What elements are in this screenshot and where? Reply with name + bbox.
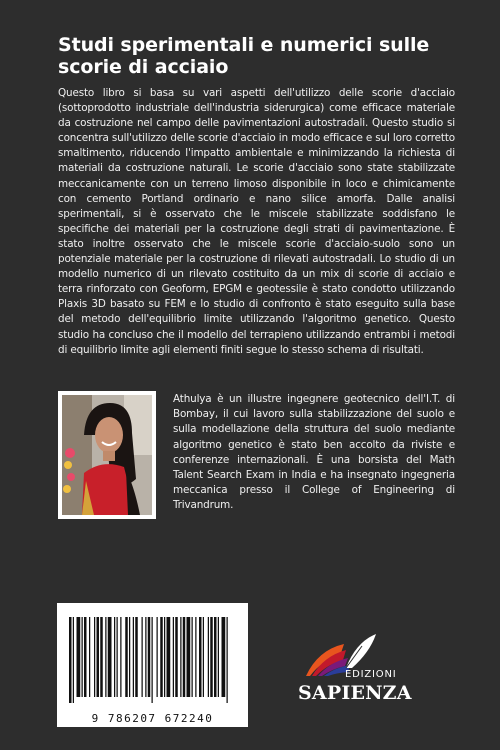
barcode-bar (77, 617, 81, 697)
barcode-bar (133, 617, 134, 697)
barcode-bar (97, 617, 100, 697)
barcode-bar (187, 617, 191, 697)
author-photo (58, 391, 156, 519)
isbn-barcode (57, 603, 248, 727)
book-title: Studi sperimentali e numerici sulle scorie di acciaio (58, 34, 430, 78)
barcode-bar (203, 617, 204, 697)
barcode-bar (199, 617, 202, 697)
barcode-bar (94, 617, 95, 697)
barcode-bar (117, 617, 118, 697)
barcode-bar (222, 617, 226, 697)
barcode-bar (135, 617, 138, 697)
barcode-bar (180, 617, 181, 697)
barcode-bar (125, 617, 128, 697)
barcode-bar (218, 617, 219, 697)
publisher-line2: SAPIENZA (298, 682, 412, 704)
barcode-bar (120, 617, 121, 697)
barcode-bars (57, 603, 248, 711)
barcode-bar (227, 617, 228, 703)
barcode-bar (100, 617, 103, 697)
barcode-bar (152, 617, 153, 703)
barcode-bar (208, 617, 209, 697)
barcode-bar (183, 617, 186, 697)
isbn-digits: 9 786207 672240 (91, 712, 214, 725)
book-description: Questo libro si basa su vari aspetti dell'utilizzo delle scorie d'acciaio (sottoprodotto industriale dell'industria siderurgica) come efficace materiale da costruzione nel campo delle pavimentazioni autostradali. Questo studio si concentra sull'utilizzo delle scorie d'acciaio in modo efficace e sul loro corretto smaltimento, riducendo l'impatto ambientale e minimizzando la richiesta di materiali da costruzione naturali. Le scorie d'acciaio sono state stabilizzate meccanicamente con un terreno limoso disponibile in loco e chimicamente con cemento Portland ordinario e nano silice amorfa. Dalle analisi sperimentali, si è osservato che le miscele stabilizzate soddisfano le specifiche dei materiali per la costruzione degli strati di pavimentazione. È stato inoltre osservato che le miscele scorie d'acciaio-suolo sono un potenziale materiale per la costruzione di rilevati autostradali. Lo studio di un modello numerico di un rilevato costituito da un mix di scorie di acciaio e terra rinforzato con Geoform, EPGM e geotessile è stato condotto utilizzando Plaxis 3D basato su FEM e lo studio di confronto è stato eseguito sulla base del metodo dell'equilibrio limite utilizzando l'algoritmo genetico. Questo studio ha concluso che il modello del terrapieno utilizzando entrambi i metodi di equilibrio limite agli elementi finiti segue lo stesso schema di risultati. (58, 87, 455, 356)
barcode-bar (214, 617, 217, 697)
publisher-logo (298, 632, 410, 706)
barcode-bar (167, 617, 171, 697)
barcode-bar (192, 617, 193, 697)
barcode-bar (114, 617, 115, 697)
barcode-bar (89, 617, 90, 697)
barcode-bar (129, 617, 130, 697)
barcode-bar (69, 617, 72, 703)
barcode-bar (175, 617, 178, 697)
barcode-bar (173, 617, 174, 697)
author-bio: Athulya è un illustre ingegnere geotecnico dell'I.T. di Bombay, il cui lavoro sulla stabilizzazione del suolo e sulla modellazione della struttura del suolo mediante algoritmo genetico è stato ben accolto da riviste e conferenze internazionali. È una borsista del Math Talent Search Exam in India e ha insegnato ingegneria meccanica presso il College of Engineering di Trivandrum. (173, 393, 455, 512)
barcode-bar (82, 617, 83, 697)
barcode-bar (84, 617, 87, 697)
barcode-bar (160, 617, 163, 697)
barcode-bar (142, 617, 143, 697)
publisher-line1: EDIZIONI (345, 669, 397, 680)
barcode-bar (157, 617, 158, 697)
barcode-bar (105, 617, 106, 697)
barcode-bar (210, 617, 213, 697)
barcode-bar (148, 617, 151, 697)
barcode-bar (108, 617, 112, 697)
barcode-bar (145, 617, 146, 697)
barcode-bar (164, 617, 165, 697)
barcode-bar (73, 617, 74, 703)
barcode-bar (195, 617, 196, 697)
